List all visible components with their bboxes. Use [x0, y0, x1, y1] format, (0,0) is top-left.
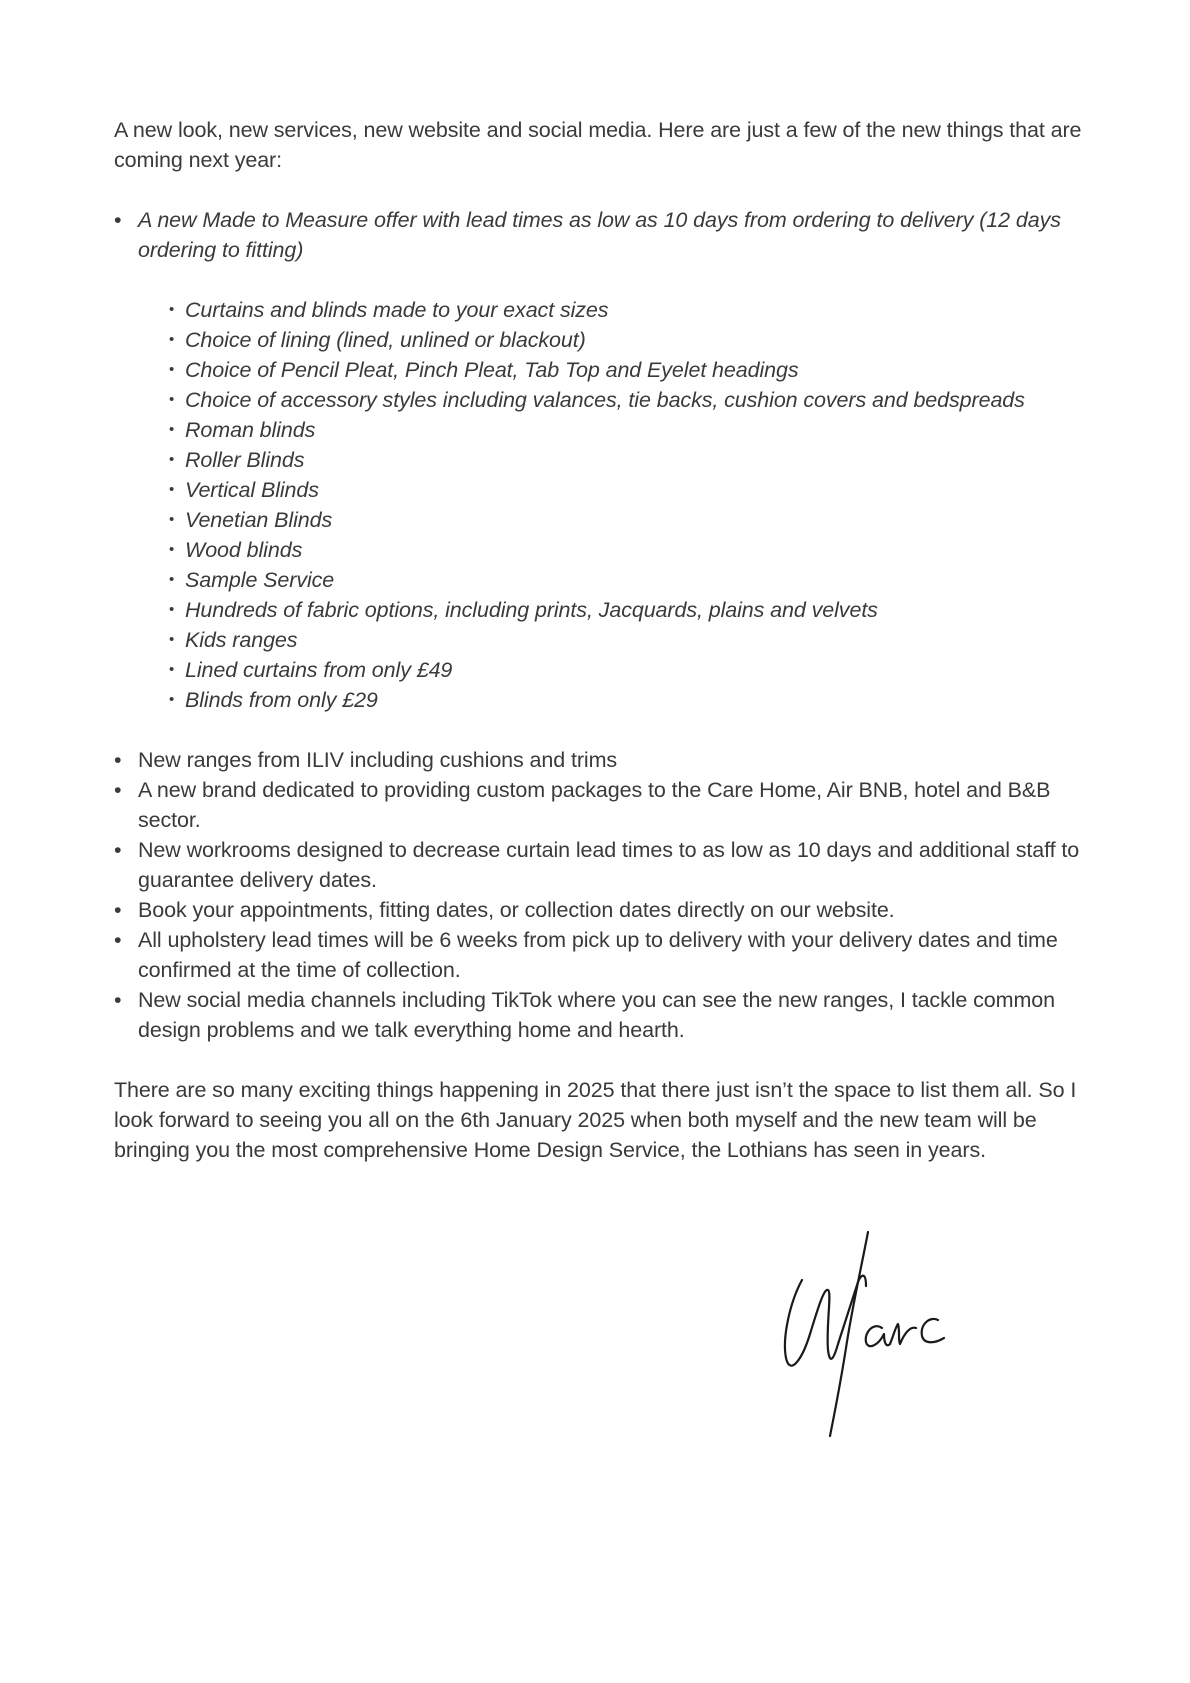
closing-paragraph: There are so many exciting things happening in 2025 that there just isn’t the space to list them all. So I look forward to seeing you all on the 6th January 2025 when both myself and the new team will be bringing you the most comprehensive Home Design Service, the Lothians has seen in years.	[114, 1078, 1077, 1162]
list-item: • All upholstery lead times will be 6 weeks from pick up to delivery with your delivery dates and time confirmed at the time of collection.	[114, 925, 1084, 985]
list-item: • Blinds from only £29	[169, 685, 1084, 715]
list-item: • Kids ranges	[169, 625, 1084, 655]
list-item-made-to-measure	[114, 205, 1084, 715]
list-item: • Choice of Pencil Pleat, Pinch Pleat, Tab Top and Eyelet headings	[169, 355, 1084, 385]
list-item: • Vertical Blinds	[169, 475, 1084, 505]
intro-paragraph: A new look, new services, new website and social media. Here are just a few of the new things that are coming next year:	[114, 118, 1082, 172]
list-item: • Sample Service	[169, 565, 1084, 595]
list-item: • New workrooms designed to decrease curtain lead times to as low as 10 days and additional staff to guarantee delivery dates.	[114, 835, 1084, 895]
list-item: • Roller Blinds	[169, 445, 1084, 475]
list-item: • A new brand dedicated to providing custom packages to the Care Home, Air BNB, hotel and B&B sector.	[114, 775, 1084, 835]
list-item: • Book your appointments, fitting dates, or collection dates directly on our website.	[114, 895, 1084, 925]
made-to-measure-list	[169, 295, 1084, 715]
list-item: • New social media channels including TikTok where you can see the new ranges, I tackle common design problems and we talk everything home and hearth.	[114, 985, 1084, 1045]
list-item: • Choice of lining (lined, unlined or blackout)	[169, 325, 1084, 355]
handwritten-signature	[780, 1230, 960, 1440]
list-item: • Choice of accessory styles including valances, tie backs, cushion covers and bedspreads	[169, 385, 1084, 415]
featured-item-text: A new Made to Measure offer with lead times as low as 10 days from ordering to delivery (12 days ordering to fitting)	[138, 208, 1061, 262]
list-item: • Venetian Blinds	[169, 505, 1084, 535]
list-item: • Lined curtains from only £49	[169, 655, 1084, 685]
letter-body	[114, 115, 1084, 1165]
list-item: • Hundreds of fabric options, including prints, Jacquards, plains and velvets	[169, 595, 1084, 625]
list-item: • Roman blinds	[169, 415, 1084, 445]
new-things-list	[114, 205, 1084, 1045]
list-item: • Wood blinds	[169, 535, 1084, 565]
list-item: • Curtains and blinds made to your exact sizes	[169, 295, 1084, 325]
list-item: • New ranges from ILIV including cushions and trims	[114, 745, 1084, 775]
